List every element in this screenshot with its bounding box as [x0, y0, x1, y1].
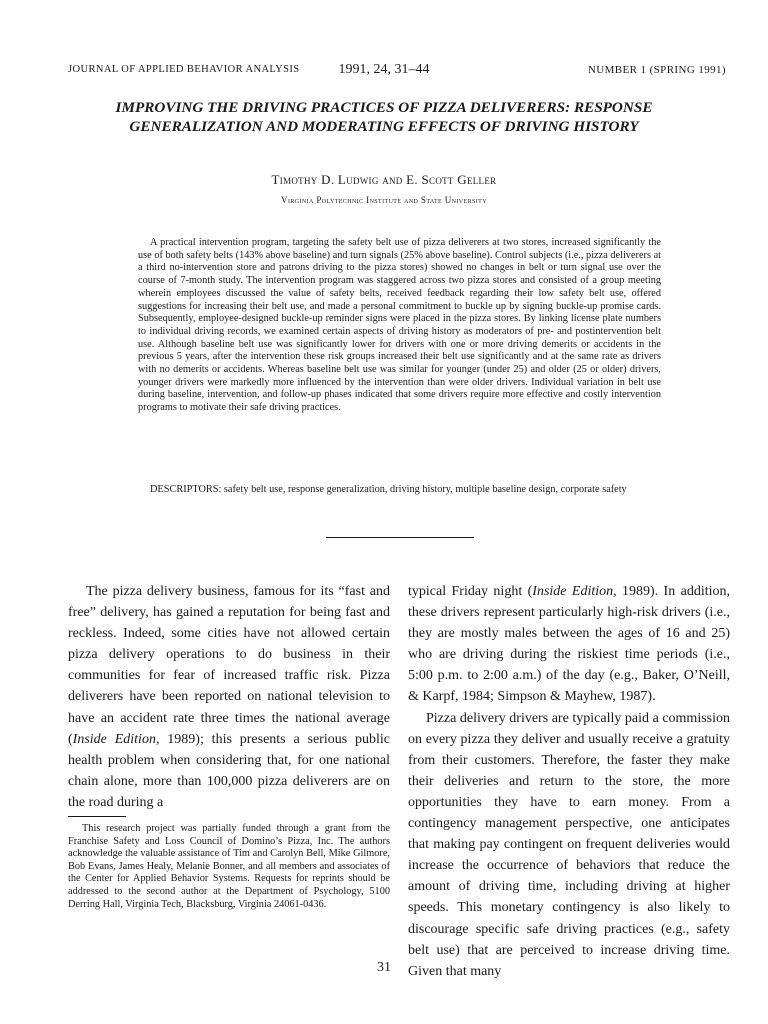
body-paragraph: Pizza delivery drivers are typically paid a commission on every pizza they deliver and usually receive a gratuity from their customers. Therefore, the faster they make their deliveries and return to the store, the more opportunities they have to earn money. From a contingency management perspective, one anticipates that making pay contingent on frequent deliveries would increase the occurrence of behaviors that reduce the amount of driving time, including driving at higher speeds. This monetary contingency is also likely to discourage specific safe driving practices (e.g., safety belt use) that are perceived to increase driving time. Given that many — [408, 710, 730, 979]
authors: Timothy D. Ludwig and E. Scott Geller — [271, 172, 497, 187]
section-divider — [326, 537, 474, 538]
body-column-left — [68, 581, 390, 813]
body-paragraph: typical Friday night (Inside Edition, 1989). In addition, these drivers represent particularly high-risk drivers (i.e., they are mostly males between the ages of 16 and 25) who are driving during the riskiest time periods (i.e., 5:00 p.m. to 2:00 a.m.) of the day (e.g., Baker, O’Neill, & Karpf, 1984; Simpson & Mayhew, 1987). — [408, 584, 730, 705]
affiliation: Virginia Polytechnic Institute and State University — [281, 195, 487, 205]
body-column-right — [408, 581, 730, 982]
article-title: IMPROVING THE DRIVING PRACTICES OF PIZZA DELIVERERS: RESPONSE GENERALIZATION AND MODERATING EFFECTS OF DRIVING HISTORY — [115, 99, 653, 135]
body-paragraph: The pizza delivery business, famous for its “fast and free” delivery, has gained a reputation for being fast and reckless. Indeed, some cities have not allowed certain pizza delivery operations to do business in their communities for fear of increased traffic risk. Pizza deliverers have been reported on national television to have an accident rate three times the national average (Inside Edition, 1989); this presents a serious public health problem when considering that, for one national chain alone, more than 100,000 pizza deliverers are on the road during a — [68, 584, 390, 810]
citation: 1991, 24, 31–44 — [338, 62, 430, 77]
footnote-rule — [68, 816, 126, 817]
descriptors: DESCRIPTORS: safety belt use, response generalization, driving history, multiple baseline design, corporate safety — [150, 484, 627, 495]
issue-info: NUMBER 1 (SPRING 1991) — [587, 64, 726, 76]
page-number: 31 — [377, 960, 391, 975]
footnote: This research project was partially funded through a grant from the Franchise Safety and Loss Council of Domino’s Pizza, Inc. The authors acknowledge the valuable assistance of Tim and Carolyn Bell, Mike Gilmore, Bob Evans, James Healy, Melanie Bonner, and all members and associates of the Center for Applied Behavior Systems. Requests for reprints should be addressed to the second author at the Department of Psychology, 5100 Derring Hall, Virginia Tech, Blacksburg, Virginia 24061-0436. — [68, 823, 390, 910]
journal-name: JOURNAL OF APPLIED BEHAVIOR ANALYSIS — [68, 64, 300, 75]
abstract: A practical intervention program, targeting the safety belt use of pizza deliverers at two stores, increased significantly the use of both safety belts (143% above baseline) and turn signals (25% above baseline). Control subjects (i.e., pizza deliverers at a third no-intervention store and patrons driving to the pizza stores) showed no changes in belt or turn signal use over the course of 7-month study. The intervention program was staggered across two pizza stores and consisted of a group meeting wherein employees discussed the value of safety belts, received feedback regarding their low safety belt use, offered suggestions for increasing their belt use, and made a personal commitment to buckle up by signing buckle-up promise cards. Subsequently, employee-designed buckle-up reminder signs were placed in the pizza stores. By linking license plate numbers to individual driving records, we examined certain aspects of driving history as moderators of pre- and postintervention belt use. Although baseline belt use was significantly lower for drivers with one or more driving demerits or accidents in the previous 5 years, after the intervention these risk groups increased their belt use significantly and at the same rate as drivers with no demerits or accidents. Whereas baseline belt use was similar for younger (under 25) and older (25 or older) drivers, younger drivers were markedly more influenced by the intervention than were older drivers. Individual variation in belt use during baseline, intervention, and follow-up phases indicated that some drivers require more effective and costly intervention programs to motivate their safe driving practices. — [138, 237, 661, 414]
